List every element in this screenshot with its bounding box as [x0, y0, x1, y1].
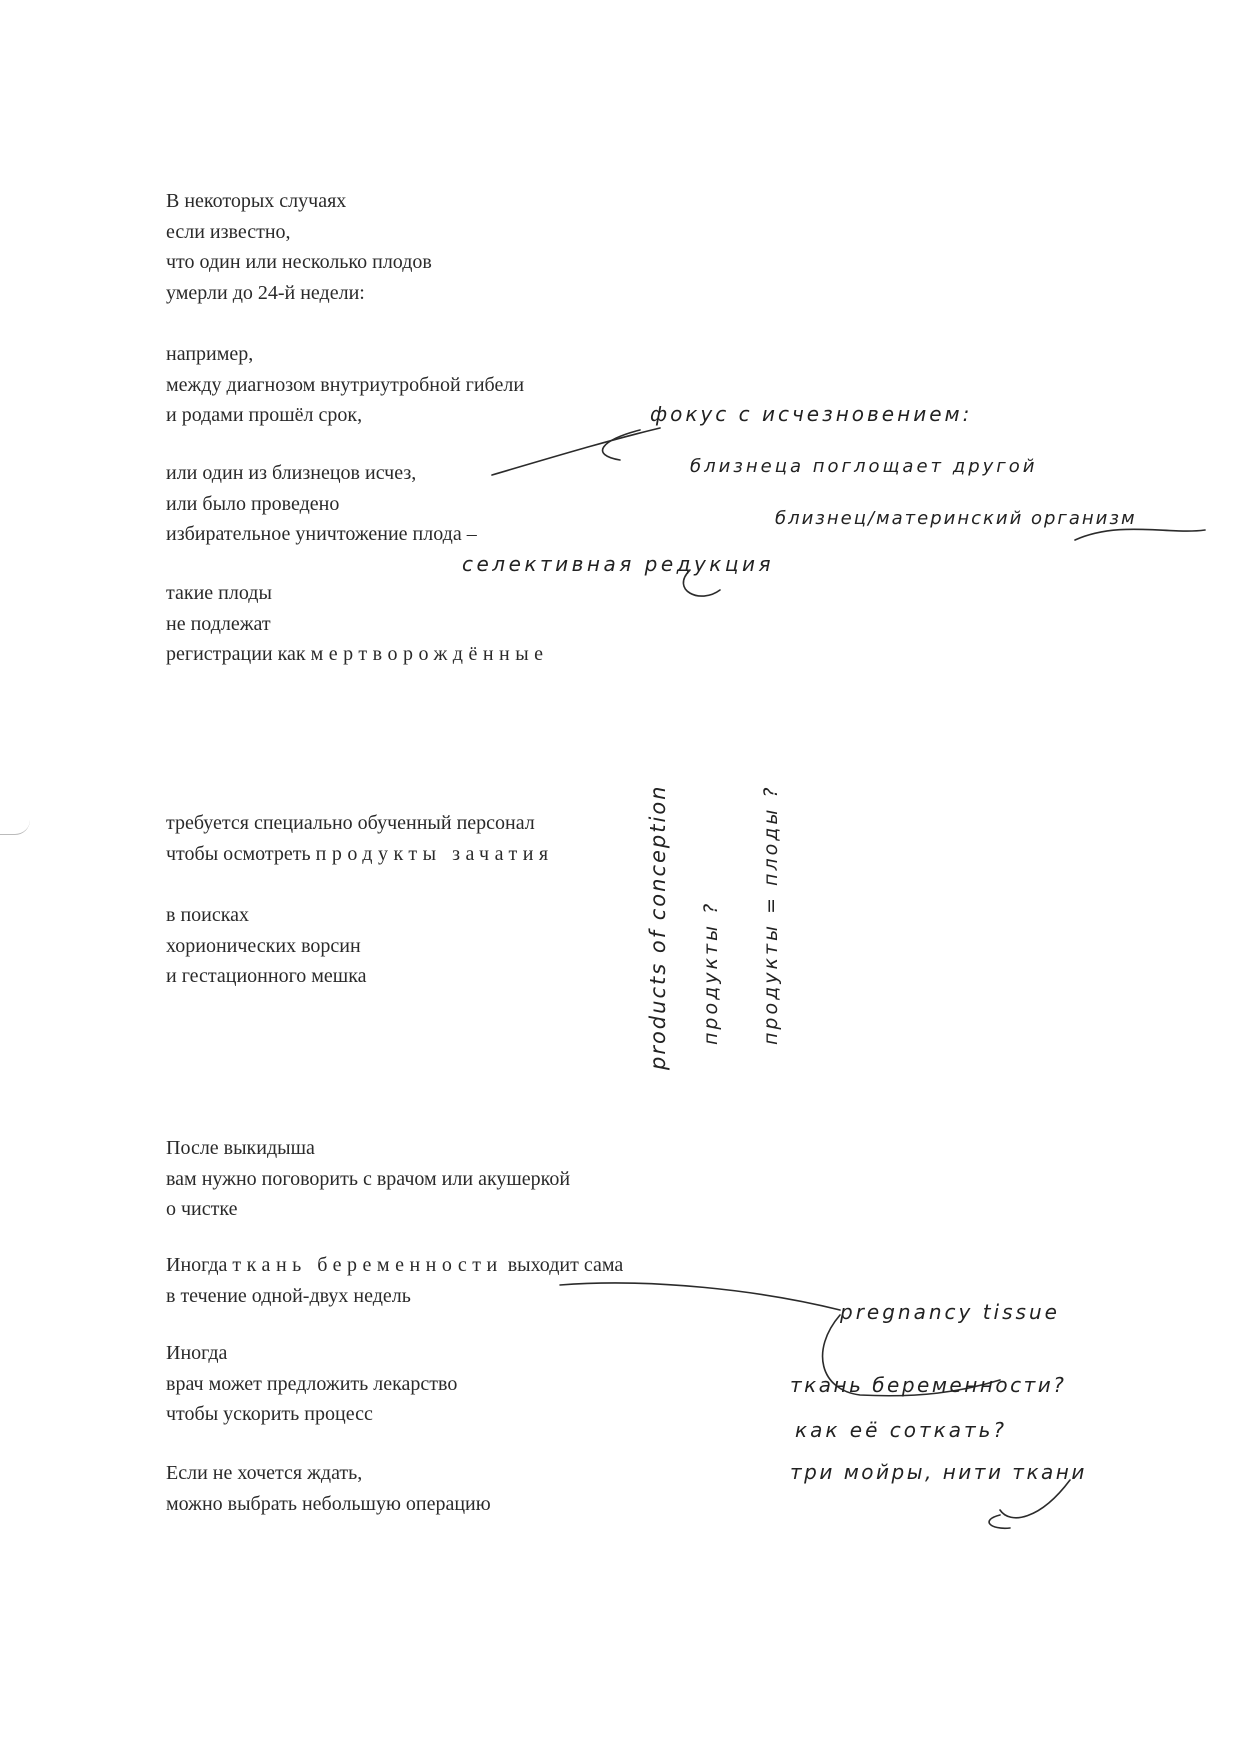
stanza	[166, 1250, 623, 1311]
poem-line	[166, 1250, 623, 1281]
stanza	[166, 458, 477, 550]
line-text: о чистке	[166, 1198, 238, 1220]
line-text: или один из близнецов исчез,	[166, 462, 417, 484]
line-text: умерли до 24-й недели:	[166, 281, 365, 304]
line-text: Иногда	[166, 1254, 233, 1276]
poem-line	[166, 808, 554, 839]
poem-line	[166, 458, 477, 489]
line-text: и гестационного мешка	[166, 965, 367, 987]
poem-line	[166, 339, 524, 370]
line-text: можно выбрать небольшую операцию	[166, 1492, 491, 1515]
line-text: требуется специально обученный персонал	[166, 812, 535, 834]
line-text: выходит сама	[502, 1254, 624, 1276]
stanza	[166, 186, 432, 308]
note-weave-question: как её соткать?	[795, 1418, 1008, 1442]
scan-edge-mark	[0, 820, 30, 835]
stanza	[166, 808, 554, 869]
line-text: если известно,	[166, 220, 291, 243]
note-tissue-question: ткань беременности?	[790, 1373, 1067, 1397]
poem-line	[166, 578, 549, 609]
line-text: чтобы ускорить процесс	[166, 1403, 373, 1425]
poem-line	[166, 1133, 570, 1164]
line-text: между диагнозом внутриутробной гибели	[166, 373, 525, 396]
emphasized-phrase: ткань беременности	[232, 1254, 503, 1276]
swirl-bottom	[1000, 1480, 1070, 1518]
emphasized-phrase: продукты зачатия	[315, 842, 554, 865]
line-text: регистрации как	[166, 643, 311, 665]
line-text: или было проведено	[166, 492, 340, 515]
note-selective: селективная редукция	[462, 552, 775, 576]
note-products-ru: продукты ?	[700, 900, 722, 1045]
line-text: избирательное уничтожение плода –	[166, 523, 477, 545]
poem-line	[166, 1458, 491, 1489]
poem-line	[166, 1338, 457, 1369]
poem-line	[166, 900, 367, 931]
note-products-eq: продукты = плоды ?	[760, 784, 782, 1045]
stanza	[166, 578, 549, 670]
line-text: хорионических ворсин	[166, 934, 361, 957]
poem-line	[166, 217, 432, 248]
note-twin-absorbs: близнеца поглощает другой	[690, 456, 1038, 477]
note-products-en: products of conception	[646, 784, 670, 1070]
line-text: вам нужно поговорить с врачом или акушеркой	[166, 1167, 571, 1190]
poem-line	[166, 1369, 457, 1400]
poem-line	[166, 639, 549, 670]
curl-stroke-2	[1075, 529, 1205, 540]
poem-line	[166, 839, 554, 870]
line-text: в течение одной-двух недель	[166, 1284, 411, 1307]
poem-line	[166, 370, 524, 401]
poem-line	[166, 247, 432, 278]
line-text: в поисках	[166, 904, 250, 926]
line-text: Если не хочется ждать,	[166, 1462, 363, 1484]
poem-line	[166, 961, 367, 992]
poem-line	[166, 1399, 457, 1430]
poem-line	[166, 186, 432, 217]
emphasized-phrase: мертворождённые	[310, 643, 549, 665]
note-twin-maternal: близнец/материнский организм	[775, 508, 1137, 529]
note-pregnancy-tissue: pregnancy tissue	[840, 1300, 1060, 1324]
poem-line	[166, 519, 477, 550]
line-text: и родами прошёл срок,	[166, 404, 363, 426]
line-text: что один или несколько плодов	[166, 251, 432, 273]
line-text: не подлежат	[166, 612, 271, 635]
poem-line	[166, 609, 549, 640]
arrow-line-twin	[492, 428, 660, 475]
poem-line	[166, 1194, 570, 1225]
poem-line	[166, 278, 432, 309]
stanza	[166, 1338, 457, 1430]
note-moirai: три мойры, нити ткани	[790, 1460, 1087, 1484]
line-text: В некоторых случаях	[166, 190, 347, 212]
stanza	[166, 339, 524, 431]
line-text: врач может предложить лекарство	[166, 1372, 458, 1395]
stanza	[166, 1133, 570, 1225]
note-focus: фокус с исчезновением:	[650, 402, 973, 426]
line-text: чтобы осмотреть	[166, 842, 316, 865]
line-text: например,	[166, 343, 254, 365]
curl-stroke-1	[603, 430, 640, 460]
poem-line	[166, 400, 524, 431]
poem-line	[166, 489, 477, 520]
line-text: Иногда	[166, 1342, 228, 1364]
line-text: После выкидыша	[166, 1137, 315, 1159]
poem-line	[166, 1164, 570, 1195]
line-text: такие плоды	[166, 582, 272, 604]
swirl-bottom-2	[989, 1515, 1010, 1528]
poem-line	[166, 1489, 491, 1520]
stanza	[166, 900, 367, 992]
stanza	[166, 1458, 491, 1519]
poem-line	[166, 931, 367, 962]
poem-line	[166, 1281, 623, 1312]
